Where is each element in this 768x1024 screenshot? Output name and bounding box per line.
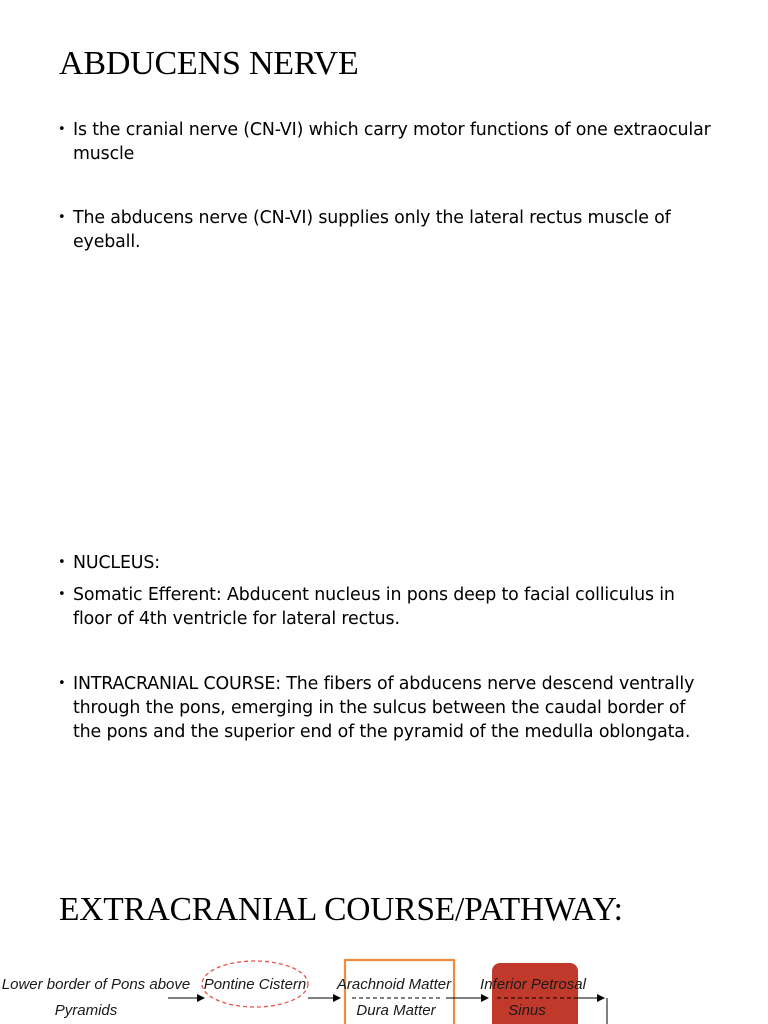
- pontine-cistern-node: [202, 961, 308, 1007]
- bullet-text: The abducens nerve (CN-VI) supplies only the lateral rectus muscle of eyeball.: [73, 208, 671, 253]
- bullet-item: [58, 118, 718, 166]
- bullet-text: Somatic Efferent: Abducent nucleus in pons deep to facial colliculus in floor of 4th ventricle for lateral rectus.: [73, 585, 675, 630]
- bullet-item: [58, 583, 718, 631]
- bullet-dot: •: [58, 122, 66, 137]
- inferior-petrosal-node: [480, 963, 587, 1024]
- arachnoid-dura-node: [336, 960, 454, 1024]
- bullet-text: NUCLEUS:: [73, 553, 160, 573]
- bullet-text: Is the cranial nerve (CN-VI) which carry motor functions of one extraocular muscle: [73, 120, 711, 165]
- bullet-item: [58, 672, 718, 745]
- dura-label: Dura Matter: [356, 1002, 436, 1019]
- bullet-text: INTRACRANIAL COURSE: The fibers of abducens nerve descend ventrally through the pons, emerging in the sulcus between the caudal border of the pons and the superior end of the pyramid of the medulla oblongata.: [73, 674, 695, 743]
- arachnoid-label: Arachnoid Matter: [336, 976, 452, 993]
- pathway-diagram: [0, 950, 768, 1024]
- pontine-cistern-label: Pontine Cistern: [203, 976, 307, 993]
- page-title: ABDUCENS NERVE: [59, 45, 359, 82]
- bullet-dot: •: [58, 676, 66, 691]
- start-node-line2: Pyramids: [54, 1002, 118, 1019]
- petrosal-label-line2: Sinus: [508, 1002, 546, 1019]
- start-node-line1: Lower border of Pons above: [1, 976, 191, 993]
- bullet-dot: •: [58, 587, 66, 602]
- section-title: EXTRACRANIAL COURSE/PATHWAY:: [59, 891, 623, 928]
- start-node: [2, 976, 190, 1019]
- bullet-item: [58, 206, 718, 254]
- bullet-dot: •: [58, 555, 66, 570]
- bullet-item: [58, 551, 718, 575]
- petrosal-label-line1: Inferior Petrosal: [480, 976, 586, 993]
- bullet-dot: •: [58, 210, 66, 225]
